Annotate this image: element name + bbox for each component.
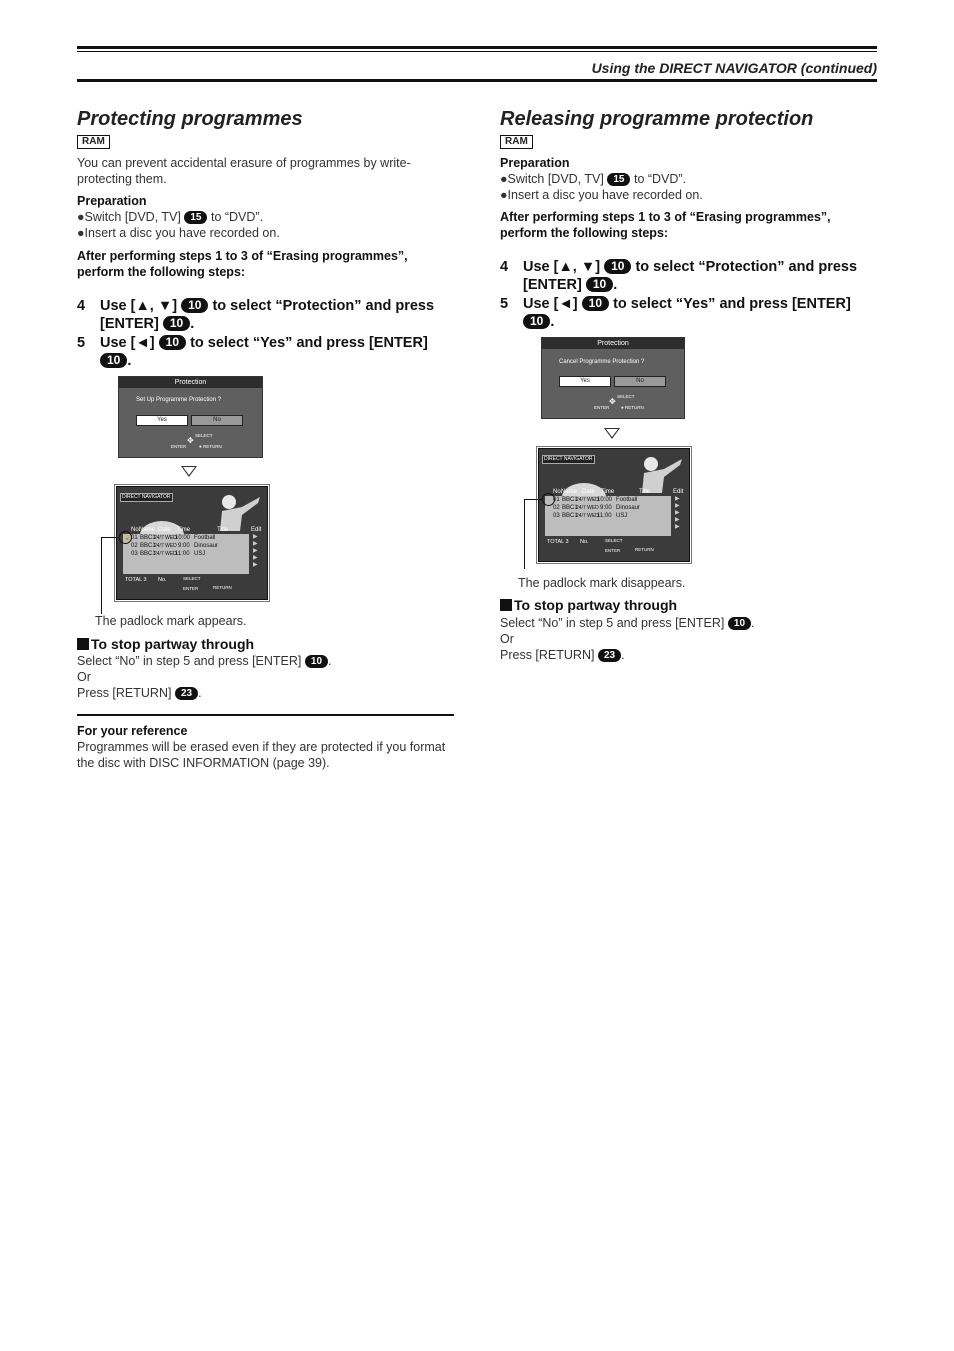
ref-badge: 10 bbox=[159, 335, 186, 350]
right-stop-line1 bbox=[500, 615, 755, 631]
reference-line2: the disc with DISC INFORMATION (page 39). bbox=[77, 756, 330, 770]
row3-time: 11:00 bbox=[597, 513, 612, 519]
step-number: 5 bbox=[500, 296, 509, 312]
row2-date: 24/7 WED bbox=[154, 543, 177, 549]
stop-line2-text: Press [RETURN] bbox=[500, 648, 595, 662]
down-arrow-icon bbox=[181, 466, 197, 477]
stop-line1-text: Select “No” in step 5 and press [ENTER] bbox=[77, 654, 302, 668]
row3-name: BBC1 bbox=[562, 513, 578, 519]
navigator-label: DIRECT NAVIGATOR bbox=[544, 456, 593, 462]
step-text bbox=[100, 334, 428, 370]
col-date: Date bbox=[158, 527, 171, 533]
left-intro-2: protecting them. bbox=[77, 172, 167, 186]
left-intro-1: You can prevent accidental erasure of programmes by write- bbox=[77, 156, 411, 170]
col-name: Name bbox=[561, 489, 578, 495]
left-title: Protecting programmes bbox=[77, 108, 303, 130]
right-prep-item1-text: ●Switch [DVD, TV] bbox=[500, 172, 604, 186]
ref-badge: 10 bbox=[586, 277, 613, 292]
step-text bbox=[100, 297, 434, 333]
dpad-icon: ✥ bbox=[609, 397, 616, 406]
osd-title: Protection bbox=[119, 377, 262, 388]
step-text-d: . bbox=[613, 277, 618, 293]
col-no: No. bbox=[131, 527, 141, 533]
row3-no: 03 bbox=[131, 551, 138, 557]
header-rule-mid bbox=[77, 51, 877, 52]
total-label: TOTAL 3 bbox=[547, 539, 569, 545]
right-caption: The padlock mark disappears. bbox=[518, 576, 686, 590]
row3-date: 24/7 WED bbox=[154, 551, 177, 557]
row1-time: 10:00 bbox=[175, 535, 191, 541]
return-label: RETURN bbox=[635, 547, 654, 552]
row2-no: 02 bbox=[553, 505, 560, 511]
player-illustration-icon bbox=[212, 493, 262, 531]
ref-badge: 10 bbox=[305, 655, 328, 668]
callout-line-h bbox=[524, 499, 542, 500]
osd-yes-button[interactable]: Yes bbox=[136, 415, 188, 426]
step-text-b: to select “Yes” and press [ENTER] bbox=[613, 296, 851, 312]
select-label: SELECT bbox=[183, 576, 201, 581]
osd-return-label: ● RETURN bbox=[621, 405, 644, 410]
row2-time: 9:00 bbox=[600, 505, 612, 511]
row1-date: 24/7 WED bbox=[576, 497, 599, 503]
ram-badge: RAM bbox=[77, 135, 110, 149]
osd-select-label: SELECT bbox=[195, 433, 213, 438]
right-title: Releasing programme protection bbox=[500, 108, 814, 130]
left-prep-item1-text2: to “DVD”. bbox=[210, 210, 264, 224]
right-after-1: After performing steps 1 to 3 of “Erasing programmes”, bbox=[500, 210, 831, 224]
step-text-a: Use [▲, ▼] bbox=[100, 298, 178, 314]
col-title: Title bbox=[639, 489, 651, 495]
osd-no-button[interactable]: No bbox=[191, 415, 243, 426]
stop-line2-text: Press [RETURN] bbox=[77, 686, 172, 700]
padlock-icon: 🔒 bbox=[124, 535, 131, 541]
direct-navigator-screen bbox=[116, 486, 268, 600]
step-text-b: to select “Protection” and press bbox=[212, 298, 435, 314]
right-after-2: perform the following steps: bbox=[500, 226, 669, 240]
callout-line-v bbox=[524, 499, 525, 569]
ref-badge: 23 bbox=[175, 687, 198, 700]
callout-circle bbox=[542, 493, 555, 506]
row1-date: 24/7 WED bbox=[154, 535, 177, 541]
ref-badge: 15 bbox=[607, 173, 630, 186]
left-stop-line1 bbox=[77, 653, 332, 669]
row2-date: 24/7 WED bbox=[576, 505, 599, 511]
left-caption: The padlock mark appears. bbox=[95, 614, 247, 628]
edit-arrow-icons: ▶ ▶ ▶ ▶ ▶ bbox=[675, 496, 680, 530]
stop-line2-end: . bbox=[198, 686, 202, 700]
osd-question: Set Up Programme Protection ? bbox=[136, 397, 222, 403]
row3-date: 24/7 WED bbox=[576, 513, 599, 519]
col-name: Name bbox=[139, 527, 156, 533]
left-after-1: After performing steps 1 to 3 of “Erasing programmes”, bbox=[77, 249, 408, 263]
left-prep-item2: ●Insert a disc you have recorded on. bbox=[77, 226, 280, 240]
osd-question: Cancel Programme Protection ? bbox=[559, 359, 645, 365]
row1-name: BBC1 bbox=[140, 535, 156, 541]
ref-badge: 10 bbox=[604, 259, 631, 274]
col-time: Time bbox=[601, 489, 615, 495]
navigator-label: DIRECT NAVIGATOR bbox=[122, 494, 171, 500]
right-stop-heading-text: To stop partway through bbox=[514, 597, 678, 613]
stop-line1-end: . bbox=[328, 654, 332, 668]
osd-select-label: SELECT bbox=[617, 394, 635, 399]
left-stop-heading bbox=[77, 636, 254, 652]
left-prep-item1-text: ●Switch [DVD, TV] bbox=[77, 210, 181, 224]
left-prep-item1 bbox=[77, 209, 263, 225]
no-label: No. bbox=[158, 577, 167, 583]
right-prep-item2: ●Insert a disc you have recorded on. bbox=[500, 188, 703, 202]
total-label: TOTAL 3 bbox=[125, 577, 147, 583]
col-date: Date bbox=[582, 489, 595, 495]
square-bullet-icon bbox=[500, 599, 512, 611]
ram-badge: RAM bbox=[500, 135, 533, 149]
row1-title: Football bbox=[194, 535, 216, 541]
no-label: No. bbox=[580, 539, 589, 545]
ref-badge: 15 bbox=[184, 211, 207, 224]
callout-line-v bbox=[101, 537, 102, 614]
step-text-a: Use [▲, ▼] bbox=[523, 259, 601, 275]
osd-return-text: RETURN bbox=[202, 444, 222, 449]
ref-badge: 10 bbox=[163, 316, 190, 331]
enter-label: ENTER bbox=[605, 548, 621, 553]
row2-no: 02 bbox=[131, 543, 138, 549]
left-prep-heading: Preparation bbox=[77, 194, 147, 208]
col-no: No. bbox=[553, 489, 563, 495]
row1-time: 10:00 bbox=[597, 497, 613, 503]
ref-badge: 10 bbox=[181, 298, 208, 313]
step-text-b: to select “Yes” and press [ENTER] bbox=[190, 335, 428, 351]
row3-time: 11:00 bbox=[175, 551, 190, 557]
step-text-c: [ENTER] bbox=[100, 316, 159, 332]
row2-name: BBC1 bbox=[562, 505, 578, 511]
header-rule-bottom bbox=[77, 79, 877, 82]
ref-badge: 10 bbox=[100, 353, 127, 368]
edit-arrow-icons: ▶ ▶ ▶ ▶ ▶ bbox=[253, 534, 258, 568]
col-title: Title bbox=[217, 527, 229, 533]
row1-no: 01 bbox=[553, 497, 560, 503]
col-edit: Edit bbox=[673, 489, 684, 495]
col-edit: Edit bbox=[251, 527, 262, 533]
osd-enter-label: ENTER bbox=[594, 405, 610, 410]
square-bullet-icon bbox=[77, 638, 89, 650]
stop-line2-end: . bbox=[621, 648, 625, 662]
osd-no-button[interactable]: No bbox=[614, 376, 666, 387]
return-label: RETURN bbox=[213, 585, 232, 590]
col-time: Time bbox=[177, 527, 191, 533]
right-prep-item1 bbox=[500, 171, 686, 187]
direct-navigator-screen bbox=[538, 448, 690, 562]
reference-heading: For your reference bbox=[77, 724, 188, 738]
protection-osd-screen bbox=[118, 376, 263, 458]
left-stop-or: Or bbox=[77, 670, 91, 684]
row1-no: 01 bbox=[131, 535, 138, 541]
right-stop-heading bbox=[500, 597, 677, 613]
row2-title: Dinosaur bbox=[194, 543, 219, 549]
right-stop-line2 bbox=[500, 647, 625, 663]
enter-label: ENTER bbox=[183, 586, 199, 591]
right-stop-or: Or bbox=[500, 632, 514, 646]
stop-line1-end: . bbox=[751, 616, 755, 630]
row1-title: Football bbox=[616, 497, 638, 503]
osd-enter-label: ENTER bbox=[171, 444, 187, 449]
callout-circle bbox=[119, 531, 132, 544]
row2-title: Dinosaur bbox=[616, 505, 641, 511]
ref-badge: 23 bbox=[598, 649, 621, 662]
row3-title: USJ bbox=[194, 551, 206, 557]
ref-badge: 10 bbox=[523, 314, 550, 329]
step-text-a: Use [◄] bbox=[100, 335, 155, 351]
osd-title: Protection bbox=[542, 338, 684, 349]
row2-name: BBC1 bbox=[140, 543, 156, 549]
section-title: Using the DIRECT NAVIGATOR (continued) bbox=[591, 60, 877, 76]
select-label: SELECT bbox=[605, 538, 623, 543]
stop-line1-text: Select “No” in step 5 and press [ENTER] bbox=[500, 616, 725, 630]
step-text-b: to select “Protection” and press bbox=[635, 259, 858, 275]
dpad-icon: ✥ bbox=[187, 436, 194, 445]
programme-grid bbox=[123, 534, 249, 574]
left-stop-line2 bbox=[77, 685, 202, 701]
protection-osd-screen bbox=[541, 337, 685, 419]
step-text bbox=[523, 258, 857, 294]
osd-return-text: RETURN bbox=[624, 405, 644, 410]
row1-name: BBC1 bbox=[562, 497, 578, 503]
osd-return-label: ● RETURN bbox=[199, 444, 222, 449]
reference-divider bbox=[77, 714, 454, 716]
step-number: 5 bbox=[77, 335, 86, 351]
header-rule-top bbox=[77, 46, 877, 49]
right-prep-heading: Preparation bbox=[500, 156, 570, 170]
ref-badge: 10 bbox=[728, 617, 751, 630]
callout-line-h bbox=[101, 537, 119, 538]
step-number: 4 bbox=[500, 259, 509, 275]
step-text-d: . bbox=[190, 316, 195, 332]
programme-grid bbox=[545, 496, 671, 536]
ref-badge: 10 bbox=[582, 296, 609, 311]
left-stop-heading-text: To stop partway through bbox=[91, 636, 255, 652]
row3-no: 03 bbox=[553, 513, 560, 519]
row2-time: 9:00 bbox=[178, 543, 190, 549]
row3-name: BBC1 bbox=[140, 551, 156, 557]
step-text-c: . bbox=[127, 353, 132, 369]
down-arrow-icon bbox=[604, 428, 620, 439]
right-prep-item1-text2: to “DVD”. bbox=[633, 172, 687, 186]
step-text-a: Use [◄] bbox=[523, 296, 578, 312]
left-after-2: perform the following steps: bbox=[77, 265, 246, 279]
player-illustration-icon bbox=[634, 455, 684, 493]
step-text bbox=[523, 295, 851, 331]
step-number: 4 bbox=[77, 298, 86, 314]
osd-yes-button[interactable]: Yes bbox=[559, 376, 611, 387]
reference-line1: Programmes will be erased even if they are protected if you format bbox=[77, 740, 446, 754]
row3-title: USJ bbox=[616, 513, 628, 519]
step-text-c: [ENTER] bbox=[523, 277, 582, 293]
step-text-c: . bbox=[550, 314, 555, 330]
